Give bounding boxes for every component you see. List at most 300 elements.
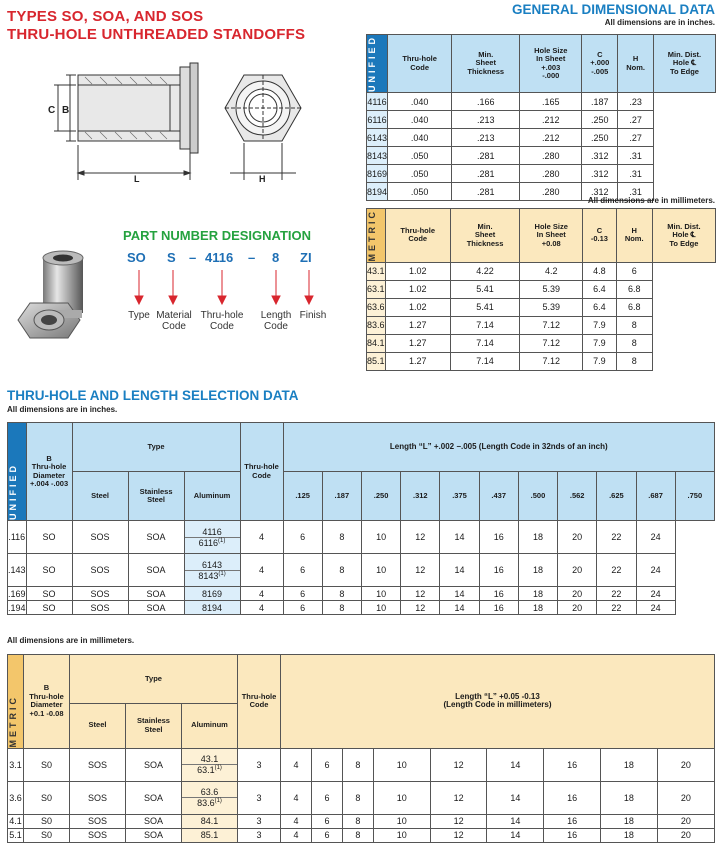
code-text: 83.6	[197, 798, 215, 808]
table-cell: .31	[618, 147, 654, 165]
length-code-cell: 10	[373, 748, 430, 781]
length-code-cell: 4	[281, 814, 312, 828]
table-cell: .040	[388, 111, 452, 129]
table-row	[8, 781, 715, 814]
table-cell: .27	[618, 111, 654, 129]
code-text: 4116	[202, 526, 222, 537]
length-code-cell: 4	[240, 554, 283, 587]
col-header: C +.000 -.005	[582, 35, 618, 93]
stainless-cell: SOS	[70, 814, 126, 828]
length-col-header: .625	[597, 472, 636, 521]
stainless-cell: SOS	[72, 587, 128, 601]
length-code-cell: 10	[361, 587, 400, 601]
length-code-cell: 12	[430, 748, 487, 781]
table-cell: .212	[520, 111, 582, 129]
length-col-header: .375	[440, 472, 479, 521]
aluminum-cell: SOA	[126, 828, 182, 842]
length-code-cell: 20	[558, 587, 597, 601]
length-code-cell: 12	[401, 521, 440, 554]
table-cell: .213	[452, 129, 520, 147]
length-code-cell: 18	[601, 781, 658, 814]
code-value	[182, 754, 237, 765]
length-code-cell: 14	[487, 814, 544, 828]
length-code-cell: 6	[311, 814, 342, 828]
length-col-header: .187	[322, 472, 361, 521]
table-cell: 6.8	[616, 280, 652, 298]
aluminum-cell: SOA	[126, 781, 182, 814]
code-value	[185, 571, 240, 581]
length-code-cell: 22	[597, 521, 636, 554]
length-code-cell: 4	[281, 781, 312, 814]
steel-cell: S0	[24, 814, 70, 828]
table-cell: .250	[582, 129, 618, 147]
b-header: B Thru-hole Diameter +0.1 -0.08	[24, 655, 70, 749]
table-cell: 4.8	[583, 262, 616, 280]
table-cell: .187	[582, 93, 618, 111]
table-cell: .280	[520, 165, 582, 183]
length-col-header: .687	[636, 472, 675, 521]
length-code-cell: 22	[597, 554, 636, 587]
steel-cell: SO	[26, 521, 72, 554]
table-cell: 1.02	[385, 298, 450, 316]
type-col-header: Steel	[72, 472, 128, 521]
dim-c-label: C	[48, 105, 56, 116]
length-code-cell: 4	[281, 828, 312, 842]
thru-hole-code: 63.1	[367, 280, 386, 298]
length-col-header: .125	[283, 472, 322, 521]
type-col-header: Aluminum	[182, 703, 238, 748]
pnd-arrows	[120, 268, 320, 308]
col-header: Hole Size In Sheet +0.08	[520, 209, 583, 263]
length-code-cell: 14	[440, 601, 479, 615]
table-cell: .27	[618, 129, 654, 147]
table-row	[367, 334, 716, 352]
unified-sidebar: UNIFIED	[367, 35, 388, 93]
thru-hole-code: 6143	[367, 129, 388, 147]
pnd-label-length: Length Code	[260, 310, 292, 332]
stainless-cell: SOS	[72, 521, 128, 554]
code-value	[182, 787, 237, 798]
thru-hole-code: 85.1	[367, 352, 386, 370]
length-col-header: .250	[361, 472, 400, 521]
length-code-cell: 14	[440, 587, 479, 601]
code-value	[185, 527, 240, 538]
standoff-photo	[8, 248, 108, 344]
thru-hole-code	[182, 814, 238, 828]
thru-hole-code: 4116	[367, 93, 388, 111]
length-code-cell: 6	[283, 521, 322, 554]
table-cell: .050	[388, 147, 452, 165]
length-code-cell: 20	[657, 828, 714, 842]
title-line-1: TYPES SO, SOA, AND SOS	[7, 8, 204, 25]
length-code-cell: 18	[518, 587, 557, 601]
col-header: H Nom.	[618, 35, 654, 93]
thru-hole-code	[182, 781, 238, 814]
type-header: Type	[70, 655, 238, 704]
table-cell: 5.39	[520, 280, 583, 298]
table-cell: 7.14	[450, 316, 519, 334]
table-cell: 7.12	[520, 334, 583, 352]
length-code-cell: 6	[283, 554, 322, 587]
title-line-2: THRU-HOLE UNTHREADED STANDOFFS	[7, 26, 306, 43]
diameter-cell: .116	[8, 521, 27, 554]
length-code-cell: 8	[342, 828, 373, 842]
type-col-header: Aluminum	[184, 472, 240, 521]
tls-note-inches: All dimensions are in inches.	[7, 405, 118, 414]
dim-b-label: B	[62, 105, 70, 116]
length-code-cell: 8	[322, 601, 361, 615]
tls-metric-table	[7, 654, 715, 843]
table-cell: .050	[388, 183, 452, 201]
length-code-cell: 22	[597, 587, 636, 601]
table-cell: 7.9	[583, 316, 616, 334]
tlm-note-mm: All dimensions are in millimeters.	[7, 636, 135, 645]
pnd-part-type: SO	[127, 250, 146, 265]
code-value	[182, 798, 237, 808]
tls-unified-table	[7, 422, 715, 615]
col-header: H Nom.	[616, 209, 652, 263]
table-row	[367, 111, 716, 129]
table-row	[367, 147, 716, 165]
aluminum-cell: SOA	[128, 601, 184, 615]
table-cell: 1.27	[385, 352, 450, 370]
thru-hole-code: 8194	[367, 183, 388, 201]
footnote-marker: (1)	[218, 537, 226, 544]
table-row	[8, 814, 715, 828]
thru-hole-code	[182, 828, 238, 842]
col-header: Min. Dist. Hole ℄ To Edge	[653, 35, 715, 93]
thru-hole-code	[182, 748, 238, 781]
length-code-cell: 20	[558, 521, 597, 554]
length-code-cell: 8	[322, 587, 361, 601]
length-code-cell: 12	[430, 828, 487, 842]
length-code-cell: 8	[342, 781, 373, 814]
type-col-header: Steel	[70, 703, 126, 748]
code-value	[185, 538, 240, 548]
code-value	[182, 816, 237, 826]
length-code-cell: 16	[479, 521, 518, 554]
length-code-cell: 3	[238, 781, 281, 814]
col-header: Thru-hole Code	[388, 35, 452, 93]
footnote-marker: (1)	[218, 570, 226, 577]
pnd-part-material: S	[167, 250, 176, 265]
standoff-drawing	[40, 55, 310, 190]
length-code-cell: 16	[544, 748, 601, 781]
length-code-cell: 6	[311, 748, 342, 781]
pnd-part-length: 8	[272, 250, 280, 265]
table-cell: .166	[452, 93, 520, 111]
length-code-cell: 4	[240, 601, 283, 615]
length-col-header: .312	[401, 472, 440, 521]
table-row	[8, 554, 715, 587]
diameter-cell: .194	[8, 602, 26, 613]
diameter-cell: .143	[8, 554, 27, 587]
pnd-part-finish: ZI	[300, 250, 312, 265]
code-value	[185, 589, 240, 599]
thru-hole-code	[184, 601, 240, 615]
thru-hole-code: 84.1	[367, 334, 386, 352]
length-code-cell: 18	[601, 814, 658, 828]
table-cell: 1.27	[385, 334, 450, 352]
table-cell: 7.14	[450, 352, 519, 370]
length-code-cell: 18	[601, 748, 658, 781]
table-cell: .050	[388, 165, 452, 183]
length-code-cell: 16	[479, 587, 518, 601]
thru-hole-code: 83.6	[367, 316, 386, 334]
table-cell: .312	[582, 165, 618, 183]
col-header: Min. Sheet Thickness	[450, 209, 519, 263]
dim-h-label: H	[259, 174, 266, 184]
code-header: Thru-hole Code	[238, 655, 281, 749]
pnd-separator: –	[248, 250, 256, 265]
length-code-cell: 10	[361, 554, 400, 587]
table-cell: .281	[452, 183, 520, 201]
tls-title: THRU-HOLE AND LENGTH SELECTION DATA	[7, 388, 299, 403]
col-header: C -0.13	[583, 209, 616, 263]
pnd-separator: –	[189, 250, 197, 265]
table-cell: .23	[618, 93, 654, 111]
length-code-cell: 4	[240, 521, 283, 554]
length-code-cell: 16	[479, 601, 518, 615]
table-cell: .31	[618, 183, 654, 201]
length-col-header: .750	[675, 472, 714, 521]
col-header: Min. Dist. Hole ℄ To Edge	[652, 209, 715, 263]
table-cell: 5.41	[450, 280, 519, 298]
table-cell: 5.41	[450, 298, 519, 316]
code-text: 6143	[202, 559, 223, 570]
table-cell: 8	[616, 352, 652, 370]
code-value	[185, 603, 240, 613]
table-row	[367, 280, 716, 298]
table-row	[367, 316, 716, 334]
length-code-cell: 10	[373, 828, 430, 842]
thru-hole-code: 8169	[367, 165, 388, 183]
code-value	[185, 560, 240, 571]
thru-hole-code: 8143	[367, 147, 388, 165]
steel-cell: S0	[24, 748, 70, 781]
length-code-cell: 10	[373, 814, 430, 828]
code-text: 43.1	[200, 754, 219, 764]
stainless-cell: SOS	[72, 601, 128, 615]
table-cell: 6.4	[583, 280, 616, 298]
length-code-cell: 3	[238, 748, 281, 781]
length-code-cell: 12	[430, 814, 487, 828]
code-value	[182, 765, 237, 775]
stainless-cell: SOS	[70, 748, 126, 781]
steel-cell: SO	[26, 601, 72, 615]
length-code-cell: 20	[558, 601, 597, 615]
table-row	[8, 521, 715, 554]
code-text: 6116	[198, 537, 219, 548]
gdd-metric-table	[366, 208, 716, 371]
length-code-cell: 12	[401, 554, 440, 587]
diameter-cell: 3.1	[8, 748, 24, 781]
length-col-header: .562	[558, 472, 597, 521]
length-code-cell: 12	[401, 601, 440, 615]
table-cell: .040	[388, 129, 452, 147]
length-code-cell: 20	[558, 554, 597, 587]
table-row	[8, 748, 715, 781]
length-code-cell: 6	[311, 828, 342, 842]
table-cell: 8	[616, 316, 652, 334]
length-code-cell: 24	[636, 601, 675, 615]
pnd-part-thruhole: 4116	[205, 250, 234, 265]
gdd-note-inches: All dimensions are in inches.	[604, 18, 715, 27]
code-header: Thru-hole Code	[240, 423, 283, 521]
table-cell: .165	[520, 93, 582, 111]
length-code-cell: 14	[487, 828, 544, 842]
table-cell: .212	[520, 129, 582, 147]
table-row	[8, 587, 715, 601]
table-cell: 6	[616, 262, 652, 280]
stainless-cell: SOS	[70, 828, 126, 842]
table-cell: .312	[582, 183, 618, 201]
length-code-cell: 24	[636, 554, 675, 587]
table-cell: .281	[452, 147, 520, 165]
table-cell: .281	[452, 165, 520, 183]
pnd-label-finish: Finish	[299, 310, 327, 321]
aluminum-cell: SOA	[126, 748, 182, 781]
length-code-cell: 22	[597, 601, 636, 615]
length-code-cell: 4	[281, 748, 312, 781]
stainless-cell: SOS	[70, 781, 126, 814]
length-code-cell: 18	[518, 601, 557, 615]
table-cell: 1.27	[385, 316, 450, 334]
dim-l-label: L	[134, 174, 140, 184]
table-row	[367, 165, 716, 183]
length-code-cell: 16	[479, 554, 518, 587]
pnd-heading: PART NUMBER DESIGNATION	[123, 228, 312, 243]
gdd-title: GENERAL DIMENSIONAL DATA	[511, 2, 715, 17]
table-cell: 8	[616, 334, 652, 352]
length-code-cell: 18	[518, 554, 557, 587]
table-row	[8, 601, 715, 615]
table-cell: 4.2	[520, 262, 583, 280]
code-text: 63.1	[197, 765, 215, 775]
metric-sidebar: METRIC	[367, 209, 386, 263]
length-col-header: .500	[518, 472, 557, 521]
length-code-cell: 3	[238, 814, 281, 828]
table-cell: .040	[388, 93, 452, 111]
table-row	[367, 129, 716, 147]
col-header: Thru-hole Code	[385, 209, 450, 263]
table-cell: .250	[582, 111, 618, 129]
length-code-cell: 24	[636, 587, 675, 601]
table-cell: .312	[582, 147, 618, 165]
aluminum-cell: SOA	[128, 587, 184, 601]
steel-cell: S0	[24, 781, 70, 814]
length-code-cell: 16	[544, 828, 601, 842]
length-header: Length “L” +.002 −.005 (Length Code in 32nds of an inch)	[283, 423, 714, 472]
footnote-marker: (1)	[214, 798, 222, 804]
table-cell: 6.8	[616, 298, 652, 316]
length-code-cell: 3	[238, 828, 281, 842]
length-code-cell: 14	[487, 748, 544, 781]
type-col-header: Stainless Steel	[126, 703, 182, 748]
table-row	[367, 298, 716, 316]
length-code-cell: 18	[518, 521, 557, 554]
table-cell: .213	[452, 111, 520, 129]
tlm-metric-sidebar: METRIC	[8, 655, 24, 749]
b-header: B Thru-hole Diameter +.004 -.003	[26, 423, 72, 521]
length-code-cell: 12	[401, 587, 440, 601]
code-value	[182, 830, 237, 840]
table-cell: .31	[618, 165, 654, 183]
diameter-cell: 3.6	[8, 781, 24, 814]
length-code-cell: 12	[430, 781, 487, 814]
footnote-marker: (1)	[214, 765, 222, 771]
length-code-cell: 14	[487, 781, 544, 814]
table-cell: 7.9	[583, 334, 616, 352]
thru-hole-code	[184, 554, 240, 587]
table-cell: 7.12	[520, 316, 583, 334]
thru-hole-code	[184, 587, 240, 601]
col-header: Hole Size In Sheet +.003 -.000	[520, 35, 582, 93]
table-cell: .280	[520, 183, 582, 201]
table-cell: 4.22	[450, 262, 519, 280]
length-code-cell: 16	[544, 814, 601, 828]
length-code-cell: 20	[657, 748, 714, 781]
code-text: 8169	[202, 588, 223, 599]
length-code-cell: 14	[440, 554, 479, 587]
steel-cell: S0	[24, 828, 70, 842]
length-code-cell: 8	[322, 554, 361, 587]
table-row	[8, 828, 715, 842]
table-row	[367, 262, 716, 280]
aluminum-cell: SOA	[128, 521, 184, 554]
table-cell: .280	[520, 147, 582, 165]
table-cell: 1.02	[385, 280, 450, 298]
thru-hole-code: 63.6	[367, 298, 386, 316]
length-code-cell: 16	[544, 781, 601, 814]
type-header: Type	[72, 423, 240, 472]
length-col-header: .437	[479, 472, 518, 521]
pnd-label-thruhole: Thru-hole Code	[200, 310, 244, 332]
code-text: 8143	[198, 570, 219, 581]
aluminum-cell: SOA	[128, 554, 184, 587]
table-cell: 7.9	[583, 352, 616, 370]
pnd-label-type: Type	[128, 310, 150, 321]
type-col-header: Stainless Steel	[128, 472, 184, 521]
diameter-cell: 4.1	[9, 816, 22, 826]
length-code-cell: 10	[361, 601, 400, 615]
length-code-cell: 8	[342, 748, 373, 781]
table-row	[367, 352, 716, 370]
gdd-note-mm: All dimensions are in millimeters.	[587, 196, 715, 205]
code-text: 84.1	[200, 816, 219, 826]
length-code-cell: 8	[322, 521, 361, 554]
diameter-cell: .169	[8, 588, 26, 599]
stainless-cell: SOS	[72, 554, 128, 587]
gdd-unified-table	[366, 34, 716, 201]
table-cell: 7.12	[520, 352, 583, 370]
length-code-cell: 10	[361, 521, 400, 554]
length-code-cell: 10	[373, 781, 430, 814]
thru-hole-code: 43.1	[367, 262, 386, 280]
table-cell: 1.02	[385, 262, 450, 280]
length-code-cell: 18	[601, 828, 658, 842]
steel-cell: SO	[26, 554, 72, 587]
col-header: Min. Sheet Thickness	[452, 35, 520, 93]
table-cell: 7.14	[450, 334, 519, 352]
table-row	[367, 93, 716, 111]
pnd-label-material: Material Code	[156, 310, 192, 332]
length-code-cell: 8	[342, 814, 373, 828]
steel-cell: SO	[26, 587, 72, 601]
length-code-cell: 14	[440, 521, 479, 554]
length-code-cell: 20	[657, 814, 714, 828]
aluminum-cell: SOA	[126, 814, 182, 828]
